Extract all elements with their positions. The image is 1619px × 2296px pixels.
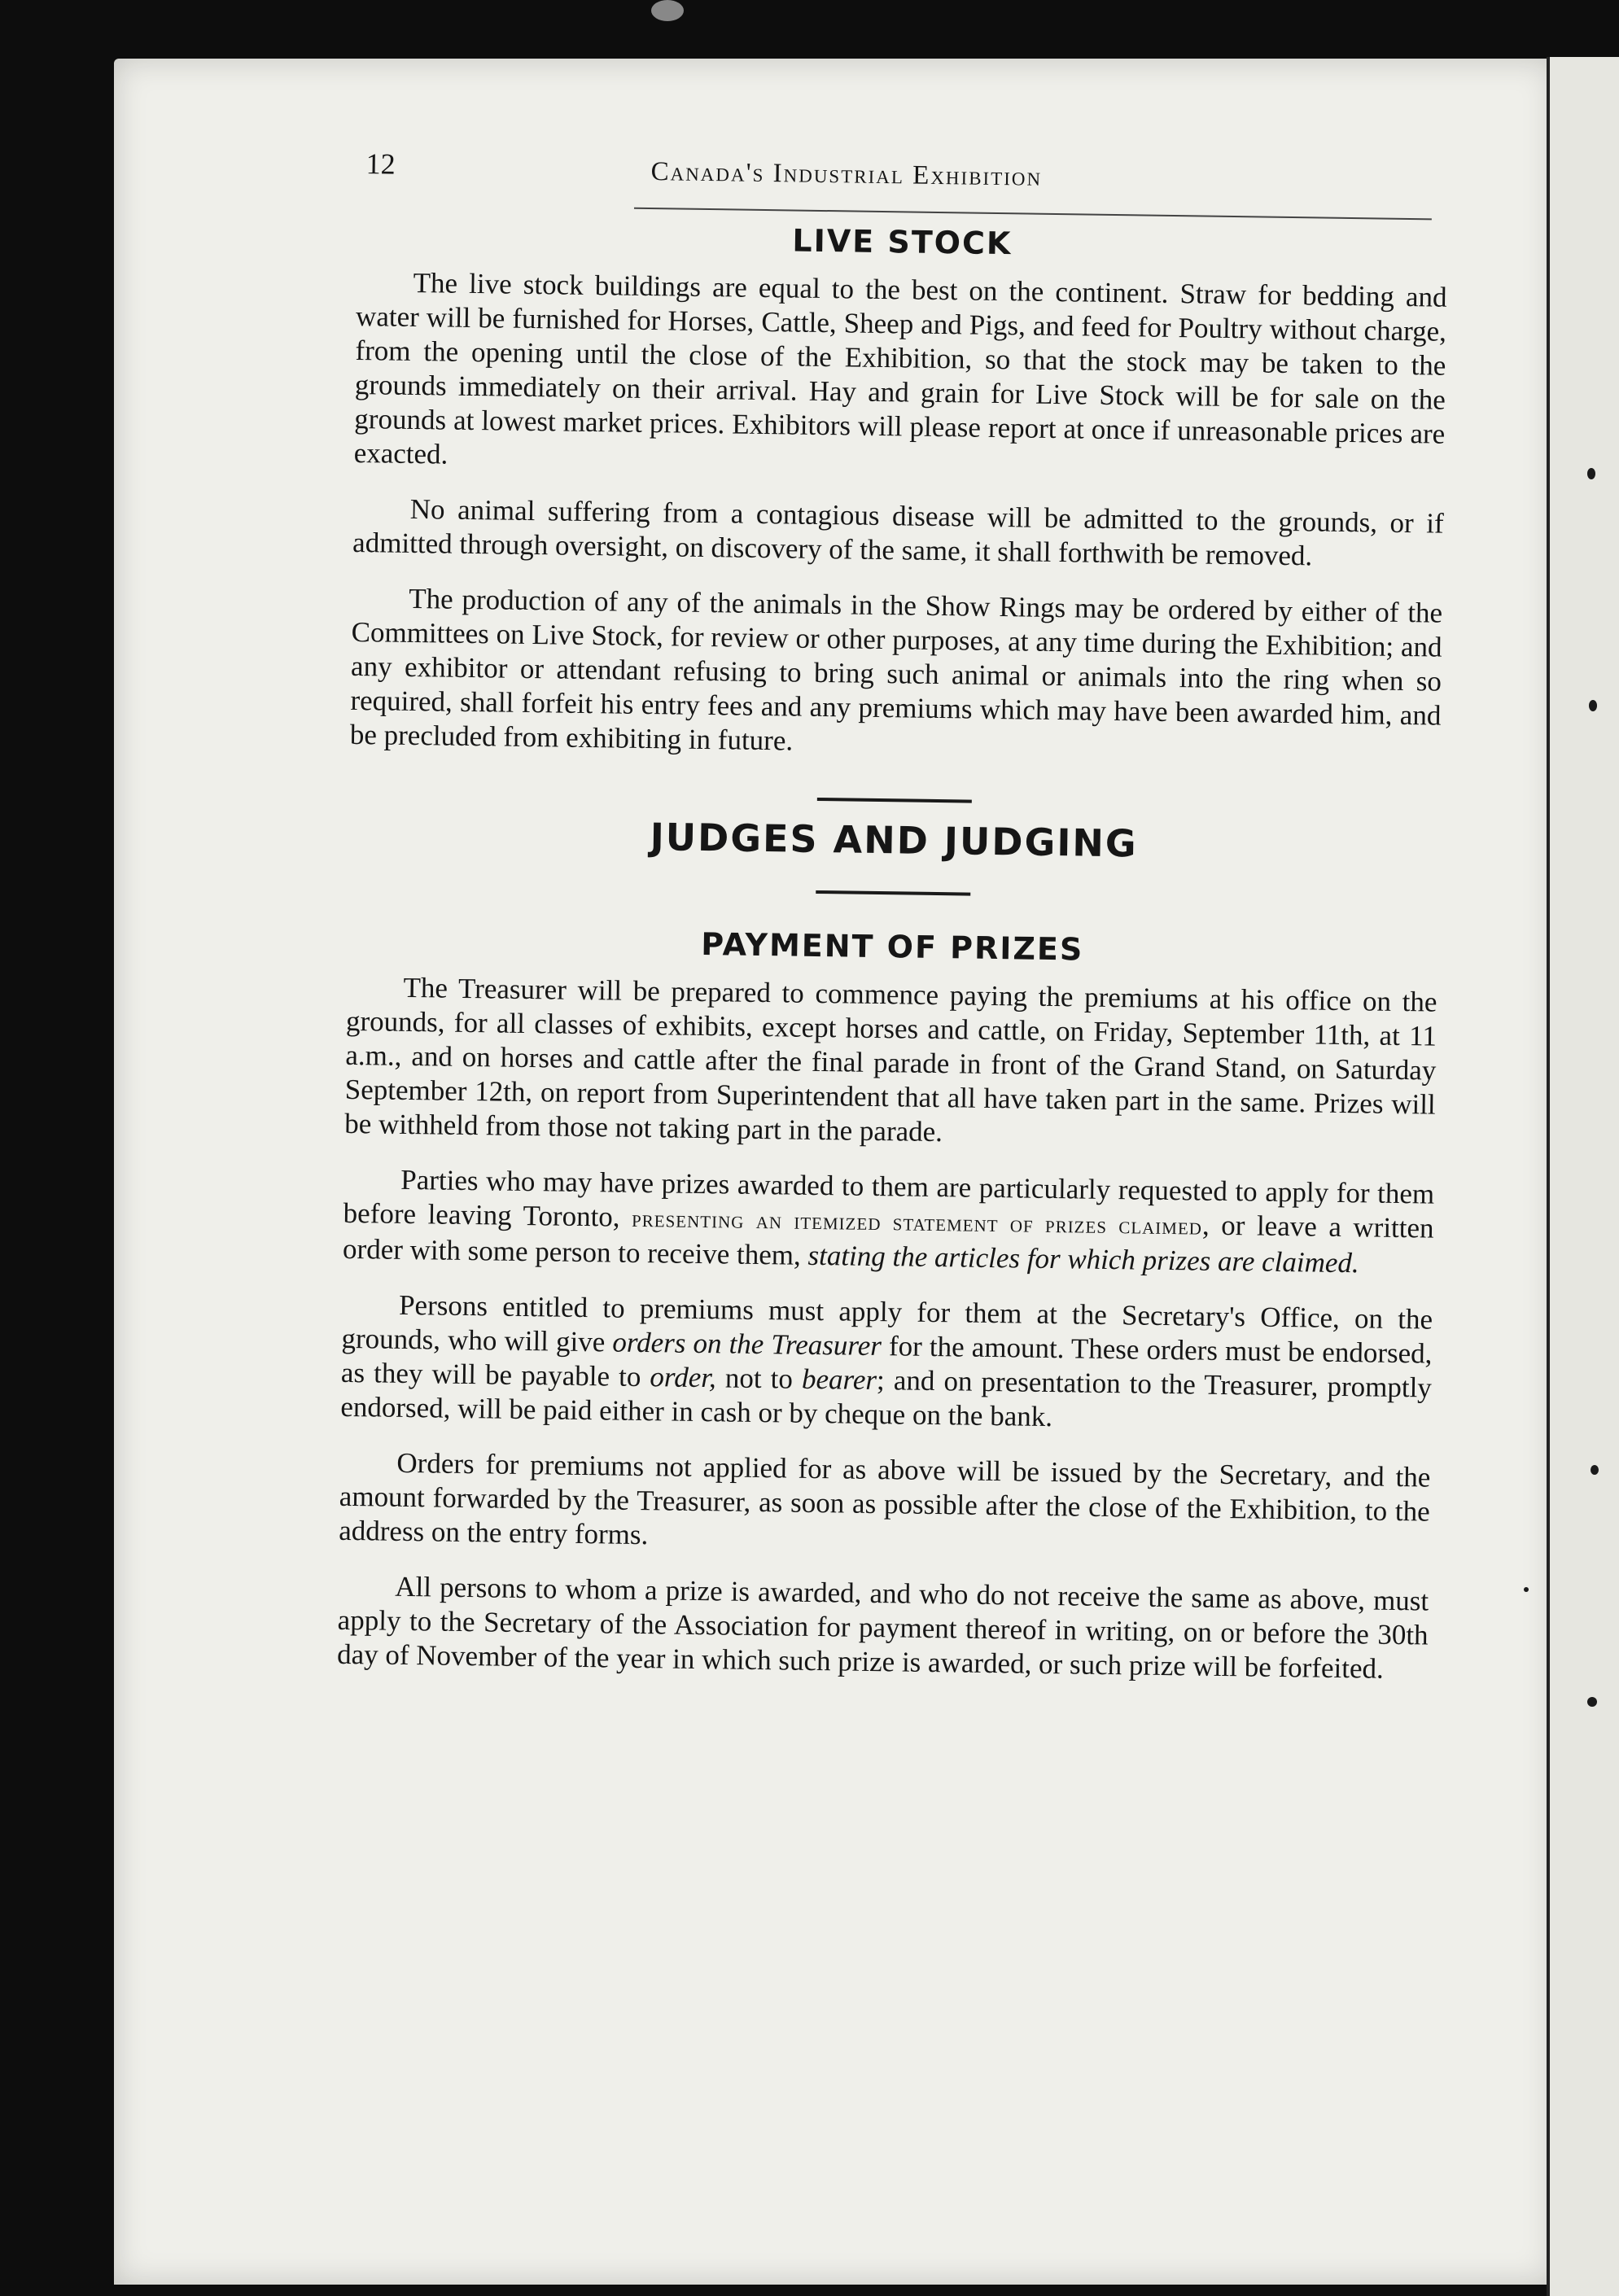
header-rule xyxy=(634,208,1432,221)
page-number: 12 xyxy=(365,147,396,181)
paragraph: All persons to whom a prize is awarded, and who do not receive the same as above, must apply to the Secretary of the Association for payment thereof in writing, on or before the 30th day of November of the year in which such prize is awarded, or such prize will be forfeited. xyxy=(336,1570,1429,1685)
paragraph: The production of any of the animals in the Show Rings may be ordered by either of the Committees on Live Stock, for review or other purposes, at any time during the Exhibition; and any exhibitor or attendant refusing to bring such animal or animals into the ring when so required, shall forfeit his entry fees and any premiums which may have been awarded him, and be precluded from exhibiting in future. xyxy=(349,582,1443,757)
heading-judges-and-judging: JUDGES AND JUDGING xyxy=(650,815,1139,866)
page-content xyxy=(336,147,1448,1708)
italic-run: stating the articles for which prizes are claimed. xyxy=(807,1239,1359,1279)
paragraph: The live stock buildings are equal to the best on the continent. Straw for bedding and water will be furnished for Horses, Cattle, Sheep and Pigs, and feed for Poultry without charge, from the opening until the close of the Exhibition, so that the stock may be taken to the grounds immediately on their arrival. Hay and grain for Live Stock will be for sale on the grounds at lowest market prices. Exhibitors will please report at once if unreasonable prices are exacted. xyxy=(353,266,1447,470)
text-run: , or leave a written order with some person to receive them, xyxy=(342,1209,1434,1271)
text-run: Persons entitled to premiums must apply for them at the Secretary's Office, on the grounds, who will give xyxy=(341,1288,1433,1358)
dust-speck xyxy=(651,0,684,21)
small-caps-run: presenting an itemized statement of prizes claimed xyxy=(631,1205,1203,1240)
running-title: Canada's Industrial Exhibition xyxy=(650,157,1043,192)
page-edge-rule xyxy=(1547,57,1550,2296)
paragraph: The Treasurer will be prepared to commence paying the premiums at his office on the grounds, for all classes of exhibits, except horses and cattle, on Friday, September 11th, at 11 a.m., and on horses and cattle after the final parade in front of the Grand Stand, on Saturday September 12th, on report from Superintendent that all have taken part in the same. Prizes will be withheld from those not taking part in the parade. xyxy=(343,971,1437,1148)
paragraph xyxy=(340,1288,1433,1440)
text-run: for the amount. These orders must be endorsed, as they will be payable to xyxy=(340,1330,1433,1393)
adjacent-page-edge xyxy=(1547,57,1619,2296)
paragraph xyxy=(343,1162,1435,1282)
paragraph: Orders for premiums not applied for as above will be issued by the Secretary, and the amount forwarded by the Treasurer, as soon as possible after the close of the Exhibition, to the address on the entry forms. xyxy=(338,1446,1431,1551)
italic-run: orders on the Treasurer xyxy=(612,1326,882,1362)
text-run: ; and on presentation to the Treasurer, promptly endorsed, will be paid either in cash or by cheque on the bank. xyxy=(340,1364,1433,1433)
dust-speck xyxy=(1524,1587,1529,1592)
dust-speck xyxy=(1589,700,1597,711)
text-run: not to xyxy=(715,1362,803,1395)
dust-speck xyxy=(1587,1697,1597,1707)
paragraph: No animal suffering from a contagious disease will be admitted to the grounds, or if admitted through oversight, on discovery of the same, it shall forthwith be removed. xyxy=(352,492,1444,572)
heading-payment-of-prizes: PAYMENT OF PRIZES xyxy=(701,925,1084,968)
text-run: Parties who may have prizes awarded to them are particularly requested to apply for them before leaving Toronto, xyxy=(343,1163,1435,1233)
italic-run: bearer xyxy=(801,1362,877,1397)
dust-speck xyxy=(1591,1465,1599,1475)
italic-run: order, xyxy=(650,1361,717,1394)
heading-live-stock: LIVE STOCK xyxy=(792,222,1013,262)
dust-speck xyxy=(1587,468,1595,479)
